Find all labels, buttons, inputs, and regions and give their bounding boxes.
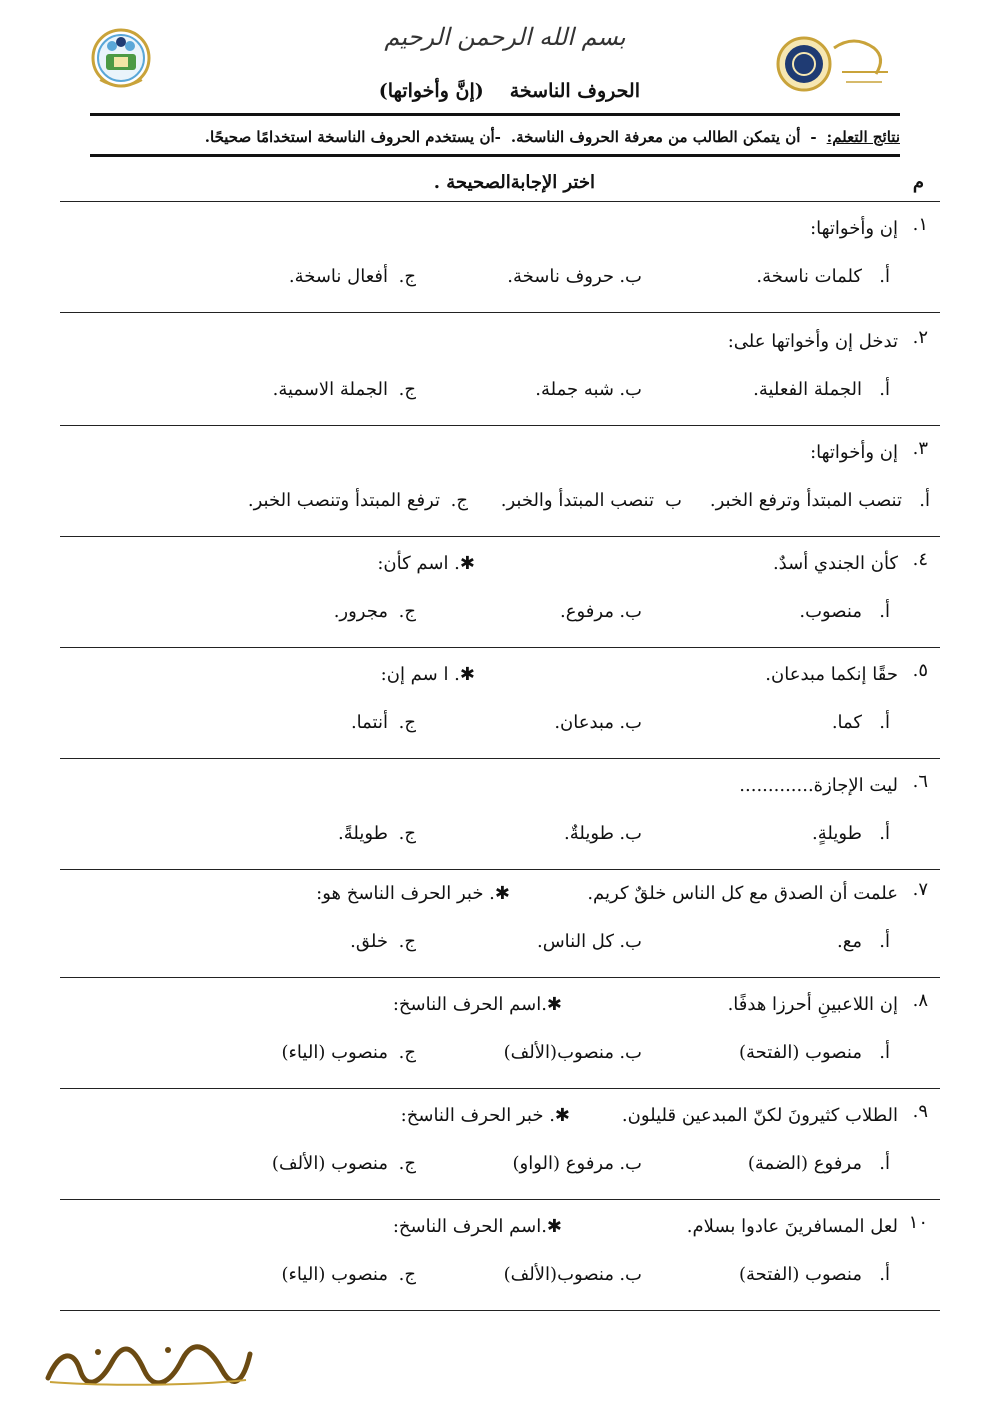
option-text[interactable]: ترفع المبتدأ وتنصب الخبر. <box>247 490 440 511</box>
option-text[interactable]: أفعال ناسخة. <box>288 266 388 287</box>
school-logo-left <box>90 20 152 98</box>
option-text[interactable]: منصوب. <box>799 601 862 622</box>
option-letter: ب <box>665 490 682 511</box>
question-text: إن وأخواتها: <box>810 442 898 463</box>
question-text: لعل المسافرينَ عادوا بسلام. <box>686 1216 898 1237</box>
outcome-dash: - <box>810 128 817 146</box>
option-text[interactable]: شبه جملة. <box>535 379 614 400</box>
option-text[interactable]: طويلةً. <box>338 823 388 844</box>
option-letter: ب. <box>619 823 642 844</box>
question-text: الطلاب كثيرونَ لكنّ المبدعين قليلون. <box>621 1105 898 1126</box>
option-text[interactable]: منصوب (الفتحة) <box>739 1042 862 1063</box>
option-letter: ب. <box>619 1153 642 1174</box>
question-number: ٩. <box>912 1101 928 1122</box>
question-4 <box>60 535 930 645</box>
option-text[interactable]: مرفوع. <box>560 601 614 622</box>
question-subprompt: ✱. اسم كأن: <box>377 553 475 574</box>
option-letter: ج. <box>450 490 468 511</box>
question-8 <box>60 976 930 1086</box>
option-letter: ج. <box>398 379 416 400</box>
question-6 <box>60 757 930 867</box>
question-5 <box>60 646 930 756</box>
option-letter: ب. <box>619 712 642 733</box>
question-number: ٤. <box>912 549 928 570</box>
question-text: إن اللاعبينِ أحرزا هدفًا. <box>727 994 898 1015</box>
option-text[interactable]: خلق. <box>350 931 388 952</box>
question-7 <box>60 865 930 975</box>
question-number: ٢. <box>912 327 928 348</box>
option-letter: ب. <box>619 266 642 287</box>
option-text[interactable]: منصوب (الياء) <box>281 1042 388 1063</box>
question-text: علمت أن الصدق مع كل الناس خلقٌ كريم. <box>587 883 898 904</box>
question-subprompt: ✱. ا سم إن: <box>380 664 475 685</box>
instruction-text <box>434 172 595 193</box>
question-subprompt: ✱.اسم الحرف الناسخ: <box>392 1216 562 1237</box>
option-letter: ج. <box>398 266 416 287</box>
question-text: كأن الجندي أسدٌ. <box>772 553 898 574</box>
option-letter: ج. <box>398 1153 416 1174</box>
option-text[interactable]: مجرور. <box>333 601 388 622</box>
outcome-1: أن يتمكن الطالب من معرفة الحروف الناسخة. <box>510 128 801 146</box>
question-subprompt: ✱. خبر الحرف الناسخ هو: <box>316 883 510 904</box>
learning-outcomes <box>90 122 900 152</box>
option-text[interactable]: حروف ناسخة. <box>507 266 614 287</box>
question-text: حقًا إنكما مبدعان. <box>765 664 898 685</box>
outcomes-rule <box>90 154 900 157</box>
option-letter: أ. <box>879 1153 890 1174</box>
option-text[interactable]: كلمات ناسخة. <box>756 266 862 287</box>
row-separator <box>60 1310 940 1311</box>
question-subprompt: ✱. خبر الحرف الناسخ: <box>400 1105 570 1126</box>
outcome-2: -أن يستخدم الحروف الناسخة استخدامًا صحيحًا. <box>204 128 501 146</box>
option-text[interactable]: منصوب(الألف) <box>503 1042 614 1063</box>
question-number: ٥. <box>912 660 928 681</box>
question-number: ٨. <box>912 990 928 1011</box>
option-text[interactable]: منصوب(الألف) <box>503 1264 614 1285</box>
option-letter: ب. <box>619 931 642 952</box>
option-letter: أ. <box>879 1042 890 1063</box>
option-letter: أ. <box>879 601 890 622</box>
question-text: إن وأخواتها: <box>810 218 898 239</box>
option-text[interactable]: الجملة الفعلية. <box>753 379 862 400</box>
instruction-label: اختر الإجابةالصحيحة <box>446 172 595 193</box>
table-header-row <box>60 168 930 200</box>
option-letter: ج. <box>398 823 416 844</box>
option-letter: ج. <box>398 601 416 622</box>
option-letter: أ. <box>879 931 890 952</box>
question-number: ١٠ <box>908 1212 928 1233</box>
option-letter: ج. <box>398 1042 416 1063</box>
question-10 <box>60 1198 930 1308</box>
instruction-dot: . <box>433 172 440 193</box>
option-letter: أ. <box>879 823 890 844</box>
worksheet-title <box>340 76 640 106</box>
outcomes-label: نتائج التعلم: <box>826 128 900 146</box>
question-subprompt: ✱.اسم الحرف الناسخ: <box>392 994 562 1015</box>
question-2 <box>60 313 930 423</box>
signature-calligraphy <box>40 1340 255 1388</box>
option-letter: ج. <box>398 931 416 952</box>
option-letter: ب. <box>619 1264 642 1285</box>
option-text[interactable]: كل الناس. <box>536 931 614 952</box>
option-letter: ج. <box>398 1264 416 1285</box>
option-letter: أ. <box>879 712 890 733</box>
title-text: الحروف الناسخة <box>509 80 640 102</box>
question-number: ٧. <box>912 879 928 900</box>
option-text[interactable]: طويلةٍ. <box>812 823 862 844</box>
option-letter: أ. <box>879 1264 890 1285</box>
option-letter: أ. <box>919 490 930 511</box>
option-text[interactable]: مرفوع (الضمة) <box>747 1153 862 1174</box>
question-number: ١. <box>912 214 928 235</box>
option-text[interactable]: كما. <box>831 712 862 733</box>
header-rule <box>90 113 900 116</box>
question-text: ليت الإجازة............. <box>739 775 898 796</box>
option-text[interactable]: منصوب (الفتحة) <box>739 1264 862 1285</box>
option-letter: ج. <box>398 712 416 733</box>
question-number: ٣. <box>912 438 928 459</box>
question-3 <box>60 424 930 534</box>
option-letter: ب. <box>619 601 642 622</box>
option-letter: أ. <box>879 379 890 400</box>
option-text[interactable]: مع. <box>837 931 862 952</box>
option-letter: ب. <box>619 379 642 400</box>
question-text: تدخل إن وأخواتها على: <box>727 331 898 352</box>
option-text[interactable]: أنتما. <box>350 712 388 733</box>
option-text[interactable]: منصوب (الألف) <box>271 1153 388 1174</box>
option-text[interactable]: تنصب المبتدأ والخبر. <box>500 490 654 511</box>
option-letter: ب. <box>619 1042 642 1063</box>
question-9 <box>60 1087 930 1197</box>
option-text[interactable]: منصوب (الياء) <box>281 1264 388 1285</box>
option-text[interactable]: مبدعان. <box>554 712 614 733</box>
option-text[interactable]: تنصب المبتدأ وترفع الخبر. <box>709 490 902 511</box>
option-text[interactable]: طويلةٌ. <box>564 823 614 844</box>
option-text[interactable]: مرفوع (الواو) <box>512 1153 614 1174</box>
school-logo-right <box>776 26 902 100</box>
subtitle-text: (إنَّ وأخواتها) <box>378 80 484 102</box>
question-number: ٦. <box>912 771 928 792</box>
option-text[interactable]: الجملة الاسمية. <box>272 379 388 400</box>
column-m: م <box>912 172 924 193</box>
basmala-calligraphy: بسم الله الرحمن الرحيم <box>384 23 626 51</box>
question-1 <box>60 200 930 310</box>
option-letter: أ. <box>879 266 890 287</box>
